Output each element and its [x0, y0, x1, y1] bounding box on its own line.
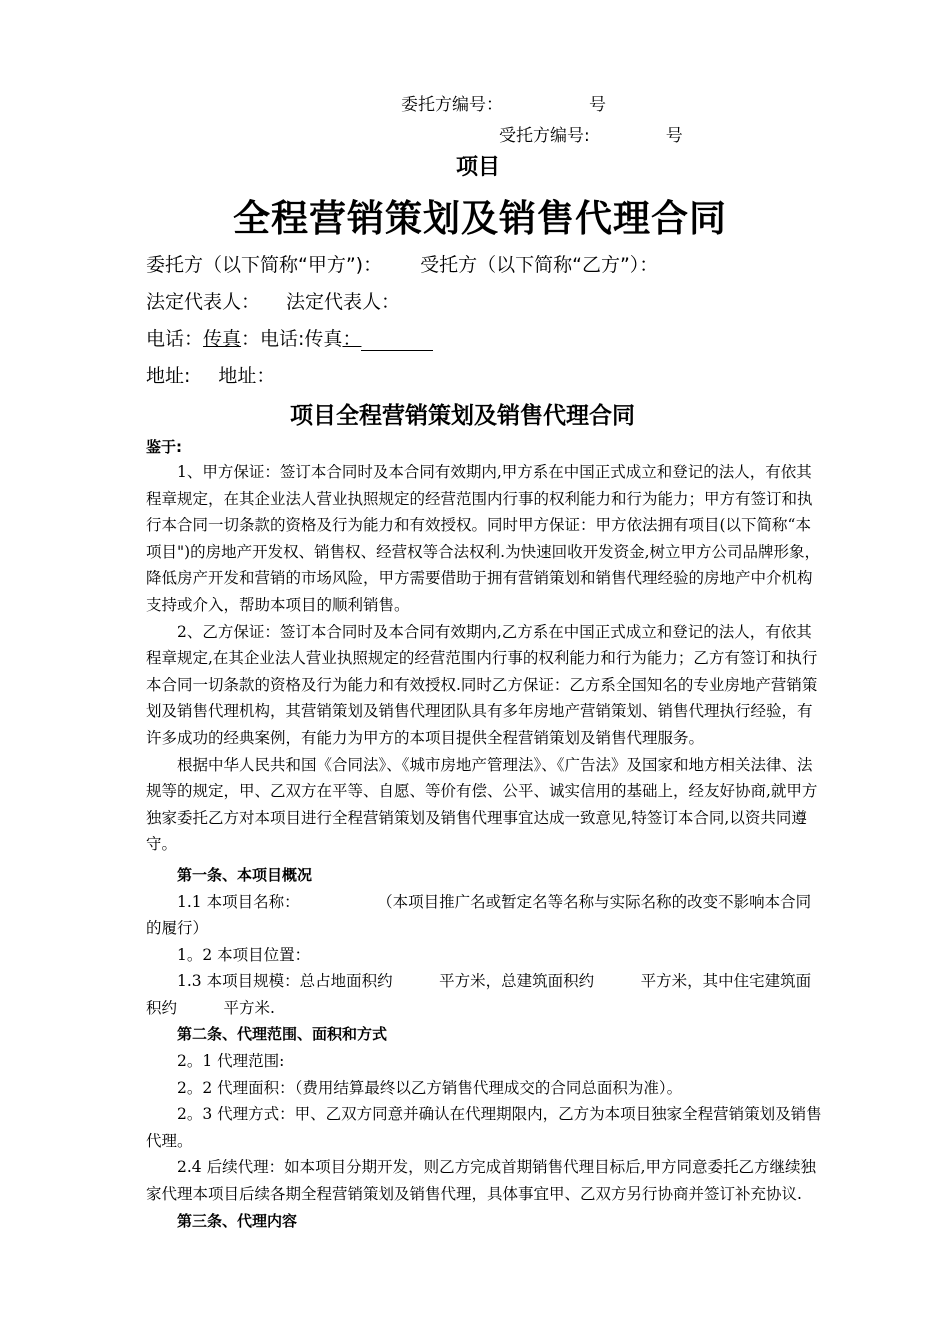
whereas-heading: 鉴于: — [146, 438, 182, 456]
agent-legal-rep-label: 法定代表人： — [286, 291, 401, 313]
phone-label: 电话： — [146, 328, 204, 350]
contract-subtitle: 项目全程营销策划及销售代理合同 — [290, 403, 635, 429]
clause-2-3: 2。3 代理方式：甲、乙双方同意并确认在代理期限内，乙方为本项目独家全程营销策划及销售代理。 — [146, 1105, 822, 1150]
clause-1-1: 1.1 本项目名称： （本项目推广名或暂定名等名称与实际名称的改变不影响本合同的履行） — [146, 892, 812, 938]
agent-party-label: 受托方（以下简称“乙方”）： — [420, 254, 659, 276]
clause-2-4: 2.4 后续代理：如本项目分期开发，则乙方完成首期销售代理目标后,甲方同意委托乙方继续独家代理本项目后续各期全程营销策划及销售代理，具体事宜甲、乙双方另行协商并签订补充协议. — [146, 1158, 817, 1204]
party-line-2 — [146, 287, 400, 314]
party-line-3 — [146, 324, 433, 351]
clause-2-1: 2。1 代理范围: — [177, 1052, 285, 1071]
party-line-1 — [146, 250, 658, 277]
clause-1-2: 1。2 本项目位置： — [177, 945, 311, 964]
client-number-suffix: 号 — [589, 95, 606, 115]
article-3-heading: 第三条、代理内容 — [177, 1211, 298, 1230]
clause-1-3: 1.3 本项目规模：总占地面积约 平方米，总建筑面积约 平方米，其中住宅建筑面积约 平方米. — [146, 972, 812, 1017]
contract-main-title: 全程营销策划及销售代理合同 — [233, 197, 727, 240]
contract-body — [146, 459, 824, 1234]
client-address-label: 地址: — [146, 365, 191, 387]
legal-basis-paragraph: 根据中华人民共和国《合同法》、《城市房地产管理法》、《广告法》及国家和地方相关法律、法规等的规定，甲、乙双方在平等、自愿、等价有偿、公平、诚实信用的基础上，经友好协商,就甲方独家委托乙方对本项目进行全程营销策划及销售代理事宜达成一致意见,特签订本合同,以资共同遵守。 — [146, 755, 818, 854]
phone-fax-label: ：电话:传真 — [241, 328, 343, 350]
project-label: 项目 — [456, 155, 501, 180]
article-1-heading: 第一条、本项目概况 — [177, 865, 313, 884]
agent-number-label: 受托方编号: — [499, 126, 590, 146]
article-2-heading: 第二条、代理范围、面积和方式 — [177, 1025, 388, 1044]
client-party-label: 委托方（以下简称“甲方”)： — [146, 254, 383, 276]
party-a-warranty: 1、甲方保证：签订本合同时及本合同有效期内,甲方系在中国正式成立和登记的法人，有依其程章规定，在其企业法人营业执照规定的经营范围内行事的权利能力和行为能力；甲方有签订和执行本合同一切条款的资格及行为能力和有效授权。同时甲方保证：甲方依法拥有项目(以下简称“本项目")的房地产开发权、销售权、经营权等合法权利.为快速回收开发资金,树立甲方公司品牌形象，降低房产开发和营销的市场风险，甲方需要借助于拥有营销策划和销售代理经验的房地产中介机构支持或介入，帮助本项目的顺利销售。 — [146, 463, 821, 614]
client-number-label: 委托方编号： — [401, 95, 503, 115]
client-number-line — [401, 90, 606, 115]
fax-label: 传真 — [203, 328, 242, 350]
fax-blank-field — [361, 332, 433, 351]
clause-2-2: 2。2 代理面积：（费用结算最终以乙方销售代理成交的合同总面积为准）。 — [177, 1078, 683, 1097]
party-b-warranty: 2、乙方保证：签订本合同时及本合同有效期内,乙方系在中国正式成立和登记的法人，有依其程章规定,在其企业法人营业执照规定的经营范围内行事的权利能力和行为能力；乙方有签订和执行本合同一切条款的资格及行为能力和有效授权.同时乙方保证：乙方系全国知名的专业房地产营销策划及销售代理机构，其营销策划及销售代理团队具有多年房地产营销策划、销售代理执行经验，有许多成功的经典案例，有能力为甲方的本项目提供全程营销策划及销售代理服务。 — [146, 622, 818, 747]
agent-number-suffix: 号 — [665, 126, 683, 146]
agent-number-line — [499, 121, 683, 146]
agent-address-label: 地址： — [218, 365, 276, 387]
client-legal-rep-label: 法定代表人： — [146, 291, 261, 313]
party-line-4 — [146, 361, 275, 388]
fax-colon: ： — [342, 328, 362, 350]
